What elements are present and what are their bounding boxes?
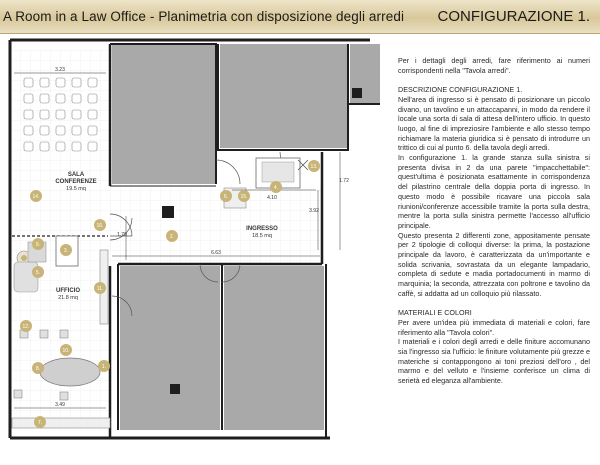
svg-text:13.: 13. [310, 164, 318, 170]
marker-16 [94, 219, 106, 231]
marker-6 [220, 190, 232, 202]
marker-1 [98, 360, 110, 372]
marker-5 [32, 266, 44, 278]
marker-15 [238, 190, 250, 202]
materials-title: MATERIALI E COLORI [398, 308, 472, 318]
svg-text:14.: 14. [32, 194, 40, 200]
dim-v1: 1.79 [117, 232, 127, 238]
gray-area-top-left [112, 44, 216, 184]
sala-area: 19.5 mq [66, 186, 86, 192]
marker-12 [20, 320, 32, 332]
marker-10 [60, 344, 72, 356]
marker-9 [32, 238, 44, 250]
svg-text:7.: 7. [37, 420, 43, 426]
intro-text: Per i dettagli degli arredi, fare riferimento ai numeri corrispondenti nella "Tavola arredi". [398, 56, 590, 75]
ufficio-name: UFFICIO [56, 288, 80, 294]
materials-paragraph-1: Per avere un'idea più immediata di materiali e colori, fare riferimento alla "Tavola colori". [398, 317, 590, 337]
svg-text:3.: 3. [63, 248, 69, 254]
svg-text:4.: 4. [273, 185, 279, 191]
floor-plan [0, 33, 380, 460]
svg-text:1.: 1. [101, 364, 107, 370]
svg-text:10.: 10. [62, 348, 70, 354]
ufficio-area: 21.8 mq [58, 295, 78, 301]
gray-area-top-right [220, 44, 348, 148]
marker-4 [270, 181, 282, 193]
configuration-label: CONFIGURAZIONE 1. [437, 8, 590, 25]
ingresso-area: 18.5 mq [252, 233, 272, 239]
svg-text:16.: 16. [96, 223, 104, 229]
description-title: DESCRIZIONE CONFIGURAZIONE 1. [398, 85, 523, 95]
floor-plan-drawing [0, 33, 380, 460]
dim-v3: 1.72 [339, 178, 349, 184]
svg-text:5.: 5. [35, 270, 41, 276]
dim-w1: 4.10 [267, 195, 277, 201]
dim-mid: 6.63 [211, 250, 221, 256]
marker-13 [308, 160, 320, 172]
svg-text:9.: 9. [35, 242, 41, 248]
dim-top: 3.23 [55, 67, 65, 73]
svg-text:2.: 2. [169, 234, 175, 240]
description-paragraph-2: In configurazione 1. la grande stanza sulla sinistra si presenta divisa in 2 da una parete "impacchettabile": quest'ultima è posizionata esattamente in corrispondenza del pilastrino centrale della doppia porta di ingresso. In questo modo è possibile ricavare una piccola sala riunioni/conferenze accessibile tramite la porta sulla destra, mentre la porta sulla sinistra permette l'accesso all'ufficio principale. [398, 153, 590, 230]
sala-name2: CONFERENZE [55, 179, 97, 185]
description-paragraph-1: Nell'area di ingresso si è pensato di posizionare un piccolo divano, un tavolino e un attaccapanni, in modo da rendere il locale una sorta di sala di attesa dell'intero ufficio. In questo luogo, al fine di impreziosire l'ambiente e allo stesso tempo richiamare la materia giuridica si è pensato di introdurre un trittico di cui al punto 6. della tavola degli arredi. [398, 94, 590, 153]
marker-11 [94, 282, 106, 294]
svg-text:15.: 15. [240, 194, 248, 200]
svg-text:6.: 6. [223, 194, 229, 200]
pillar [162, 206, 174, 218]
pillar-lower [170, 384, 180, 394]
marker-8 [32, 362, 44, 374]
gray-area-bottom-left [120, 266, 220, 430]
title-bar [0, 0, 600, 34]
materials-paragraph-2: I materiali e i colori degli arredi e delle finiture accomunano sia l'ingresso sia l'ufficio: le finiture volutamente più grezze e materiche si contappongono ai toni preziosi dell'oro , del marmo e del velluto e l'insieme conferisce un clima di serietà ed eleganza all'ambiente. [398, 337, 590, 386]
marker-3 [60, 244, 72, 256]
dim-bottom: 3.49 [55, 402, 65, 408]
sala-name: SALA [67, 172, 85, 178]
page-title: A Room in a Law Office - Planimetria con disposizione degli arredi [3, 9, 405, 24]
svg-text:12.: 12. [22, 324, 30, 330]
gray-area-bottom-right [224, 266, 324, 430]
description-panel [398, 56, 590, 386]
marker-14 [30, 190, 42, 202]
marker-2 [166, 230, 178, 242]
marker-7 [34, 416, 46, 428]
description-paragraph-3: Questo presenta 2 differenti zone, appositamente pensate per 2 tipologie di colloqui diverse: la prima, la postazione principale da lavoro, è caratterizzata da un'importante e solida scrivania, sovrastata da un elegante lampadario, completa di sedute e madia portadocumenti in marmo di marquinia; la seconda, attrezzata con poltrone e tavolino da caffè, si addatta ad un colloquio più rilassato. [398, 230, 590, 298]
dim-v2: 3.92 [309, 208, 319, 214]
svg-text:11.: 11. [96, 286, 104, 292]
ingresso-name: INGRESSO [246, 226, 278, 232]
svg-text:8.: 8. [35, 366, 41, 372]
pillar-right [352, 88, 362, 98]
